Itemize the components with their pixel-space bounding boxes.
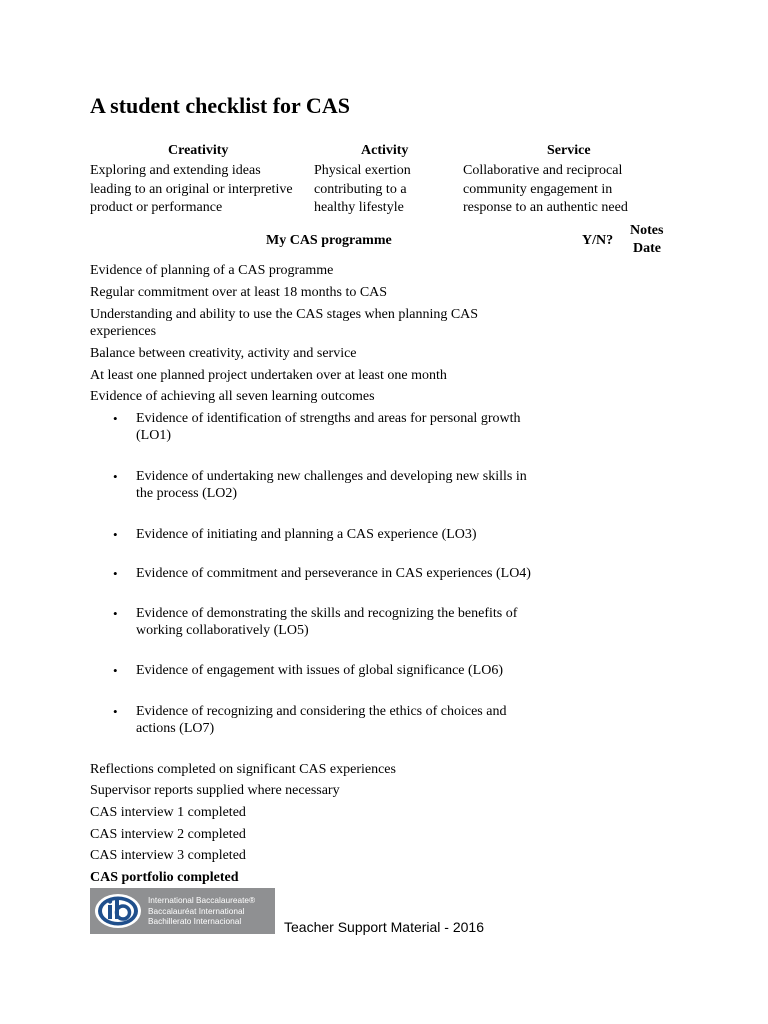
activity-description: Physical exertion contributing to a healthy lifestyle [314, 163, 411, 215]
checklist-item: CAS interview 3 completed [90, 848, 246, 863]
bullet-icon: • [113, 704, 118, 719]
checklist-item: CAS interview 1 completed [90, 805, 246, 820]
bullet-icon: • [113, 566, 118, 581]
checklist-item: Evidence of achieving all seven learning outcomes [90, 389, 375, 404]
ib-logo [90, 888, 275, 934]
yn-header: Y/N? [582, 233, 614, 248]
outcome-item: Evidence of commitment and perseverance in CAS experiences (LO4) [136, 566, 531, 581]
activity-heading: Activity [361, 143, 409, 158]
page-title: A student checklist for CAS [90, 93, 350, 118]
checklist-item: Understanding and ability to use the CAS stages when planning CAS experiences [90, 307, 479, 339]
outcome-item: Evidence of undertaking new challenges and developing new skills in the process (LO2) [136, 469, 527, 501]
creativity-heading: Creativity [168, 143, 229, 158]
bullet-icon: • [113, 469, 118, 484]
outcome-item: Evidence of initiating and planning a CAS experience (LO3) [136, 527, 477, 542]
checklist-item: At least one planned project undertaken over at least one month [90, 368, 447, 383]
outcome-item: Evidence of recognizing and considering the ethics of choices and actions (LO7) [136, 704, 507, 736]
portfolio-item: CAS portfolio completed [90, 870, 239, 885]
bullet-icon: • [113, 411, 118, 426]
bullet-icon: • [113, 527, 118, 542]
date-header: Date [633, 241, 661, 256]
programme-header: My CAS programme [266, 233, 392, 248]
outcome-item: Evidence of demonstrating the skills and recognizing the benefits of working collaboratively (LO5) [136, 606, 518, 638]
service-description: Collaborative and reciprocal community engagement in response to an authentic need [463, 163, 628, 215]
outcome-item: Evidence of identification of strengths and areas for personal growth (LO1) [136, 411, 521, 443]
service-heading: Service [547, 143, 591, 158]
bullet-icon: • [113, 663, 118, 678]
checklist-item: Balance between creativity, activity and service [90, 346, 357, 361]
ib-logo-text: International Baccalaureate® Baccalauréat International Bachillerato Internacional [148, 895, 256, 926]
bullet-icon: • [113, 606, 118, 621]
creativity-description: Exploring and extending ideas leading to an original or interpretive product or performance [90, 163, 293, 215]
checklist-item: Supervisor reports supplied where necessary [90, 783, 340, 798]
checklist-item: Evidence of planning of a CAS programme [90, 263, 334, 278]
notes-header: Notes [630, 223, 664, 238]
checklist-item: Reflections completed on significant CAS experiences [90, 762, 396, 777]
checklist-item: Regular commitment over at least 18 months to CAS [90, 285, 388, 300]
checklist-item: CAS interview 2 completed [90, 827, 246, 842]
footer-text: Teacher Support Material - 2016 [284, 919, 484, 935]
outcome-item: Evidence of engagement with issues of global significance (LO6) [136, 663, 503, 678]
